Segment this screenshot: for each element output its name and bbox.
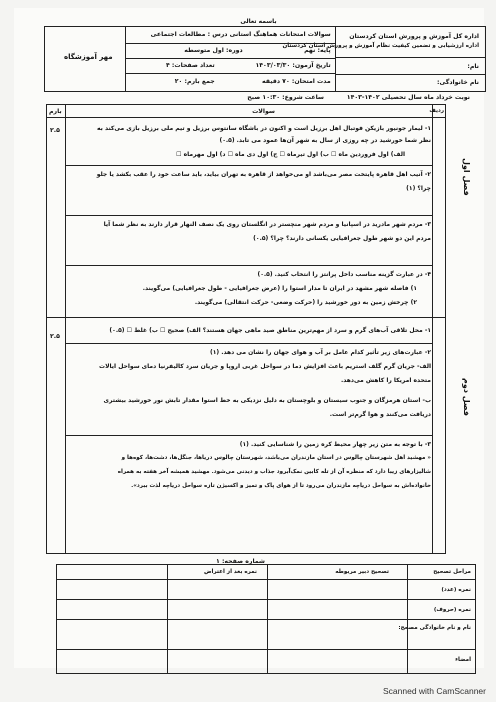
exam-paper [14, 8, 484, 668]
question-line: خانواده‌اش به سواحل دریاچه مازندران می‌رود تا از هوای پاک و تمیز و اکسیژن تازه سواحل دریاچه لذت ببرد». [131, 483, 431, 489]
question-line: ۱- محل تلاقی آب‌های گرم و سرد از مهم‌ترین مناطق صید ماهی جهان هستند؟ الف) صحیح ☐ ب) غلط ☐ (۰.۵) [109, 327, 431, 334]
section-label: فصل اول [462, 158, 471, 196]
question-line: ب- استان هرمزگان و جنوب سیستان و بلوچستان به دلیل نزدیکی به خط استوا مقدار تابش نور خورشید بیشتری [103, 397, 431, 404]
question-line: چرا؟ (۱) [406, 185, 431, 192]
scanner-watermark: Scanned with CamScanner [382, 686, 486, 696]
question-line: ۳- با توجه به متن زیر چهار محیط کره زمین را شناسایی کنید. (۱) [239, 441, 431, 448]
question-line: دریافت می‌کنند و هوا گرم‌تر است. [329, 411, 431, 418]
header-middle [125, 18, 335, 91]
exam-duration: مدت امتحان: ۷۰ دقیقه [262, 78, 331, 85]
question-line: نظر شما خورشید در چه روزی از سال به شهر آن‌ها عمود می تابد. (۰.۵) [219, 137, 431, 144]
course: دوره: اول متوسطه [184, 47, 243, 54]
col-row: ردیف [429, 108, 444, 114]
col-score: بارم [49, 108, 62, 115]
exam-date: تاریخ آزمون: ۱۴۰۳/۰۳/۳۰ [255, 62, 331, 69]
header-stamp [45, 27, 125, 91]
school-stamp: مهر آموزشگاه [64, 53, 113, 61]
exam-header [44, 18, 486, 92]
question-line: مردم این دو شهر طول جغرافیایی یکسانی دارند؟ چرا؟ (۰.۵) [253, 235, 431, 242]
family-field: نام خانوادگی: [437, 79, 479, 86]
grading-after-appeal: نمره بعد از اعتراض [203, 569, 257, 575]
score-section-1: ۲.۵ [50, 127, 60, 134]
question-line: الف- جریان گرم گلف استریم باعث افزایش دما در سواحل غربی اروپا و جریان سرد کالیفرنیا دمای سواحل ایالات [99, 363, 431, 370]
total-score: جمع بارم: ۲۰ [174, 78, 215, 85]
question-line: ۲- عبارت‌های زیر تأثیر کدام عامل بر آب و هوای جهان را نشان می دهد. (۱) [209, 349, 431, 356]
grade: پایه: نهم [304, 47, 331, 54]
page-number: شماره صفحه: ۱ [216, 558, 265, 565]
question-line: ۲- آنیب اهل قاهره پایتخت مصر می‌باشد او می‌خواهد از قاهره به تهران بیاید، باید ساعت خود را عقب بکشد یا جلو [96, 171, 431, 178]
question-line: ۴- در عبارت گزینه مناسب داخل پرانتز را انتخاب کنید. (۰.۵) [257, 271, 431, 278]
question-line: ۳- مردم شهر مادرید در اسپانیا و مردم شهر منچستر در انگلستان روی یک نصف النهار قرار دارند به نظر شما آیا [103, 221, 431, 228]
question-options: الف) اول فروردین ماه ☐ ب) اول تیرماه ☐ ج) اول دی ماه ☐ د) اول مهرماه ☐ [176, 151, 405, 158]
basmala: باسمه تعالی [240, 18, 277, 25]
grader-name: نام و نام خانوادگی مصحح: [398, 625, 471, 631]
question-line: ۲) چرخش زمین به دور خورشید را (حرکت وضعی- حرکت انتقالی) می‌گویند. [194, 299, 417, 306]
score-words: نمره (حروف) [433, 607, 471, 613]
org-line-2: اداره ارزشیابی و تضمین کیفیت نظام آموزش و پرورش استان کردستان [282, 43, 479, 49]
question-line: متحده امریکا را کاهش می‌دهد. [340, 377, 431, 384]
exam-title: سوالات امتحانات هماهنگ استانی درس : مطالعات اجتماعی [150, 31, 331, 38]
question-line: ۱) فاصله شهر مشهد در ایران تا مدار استوا را (عرض جغرافیایی - طول جغرافیایی) می‌گویند. [142, 285, 417, 292]
grader-sign: امضاء [455, 657, 471, 663]
grading-teacher: تصحیح دبیر مربوطه [335, 569, 389, 575]
questions-table [46, 104, 446, 565]
grading-table [56, 564, 476, 674]
score-number: نمره (عدد) [441, 587, 471, 593]
question-line: « مهشید اهل شهرستان چالوس در استان مازندران می‌باشد، شهرستان چالوس دریاها، جنگل‌ها، دشت‌ها، کوه‌ها و [121, 455, 431, 461]
org-line-1: اداره کل آموزش و پرورش استان کردستان [349, 33, 479, 40]
question-line: شالیزارهای زیبا دارد که منظره آن از تله کابین نمک‌آبرود جذاب و دیدنی می‌شود. مهشید همیشه آخر هفته به همراه [117, 469, 431, 475]
section-label: فصل دوم [462, 378, 471, 416]
score-section-2: ۲.۵ [50, 333, 60, 340]
start-time: ساعت شروع: ۱۰:۳۰ صبح [247, 94, 324, 101]
grading-stages: مراحل تصحیح [433, 569, 471, 575]
col-questions: سوالات [252, 108, 275, 115]
question-line: ۱- لیمار جونیور بازیکن فوتبال اهل برزیل است و اکنون در باشگاه سانتوس برزیل و تیم ملی برزیل بازی می‌کند به [97, 125, 431, 132]
name-field: نام: [467, 63, 479, 70]
page-count: تعداد صفحات: ۴ [166, 62, 215, 69]
session: نوبت خرداد ماه سال تحصیلی ۱۴۰۲-۱۴۰۳ [346, 94, 470, 101]
